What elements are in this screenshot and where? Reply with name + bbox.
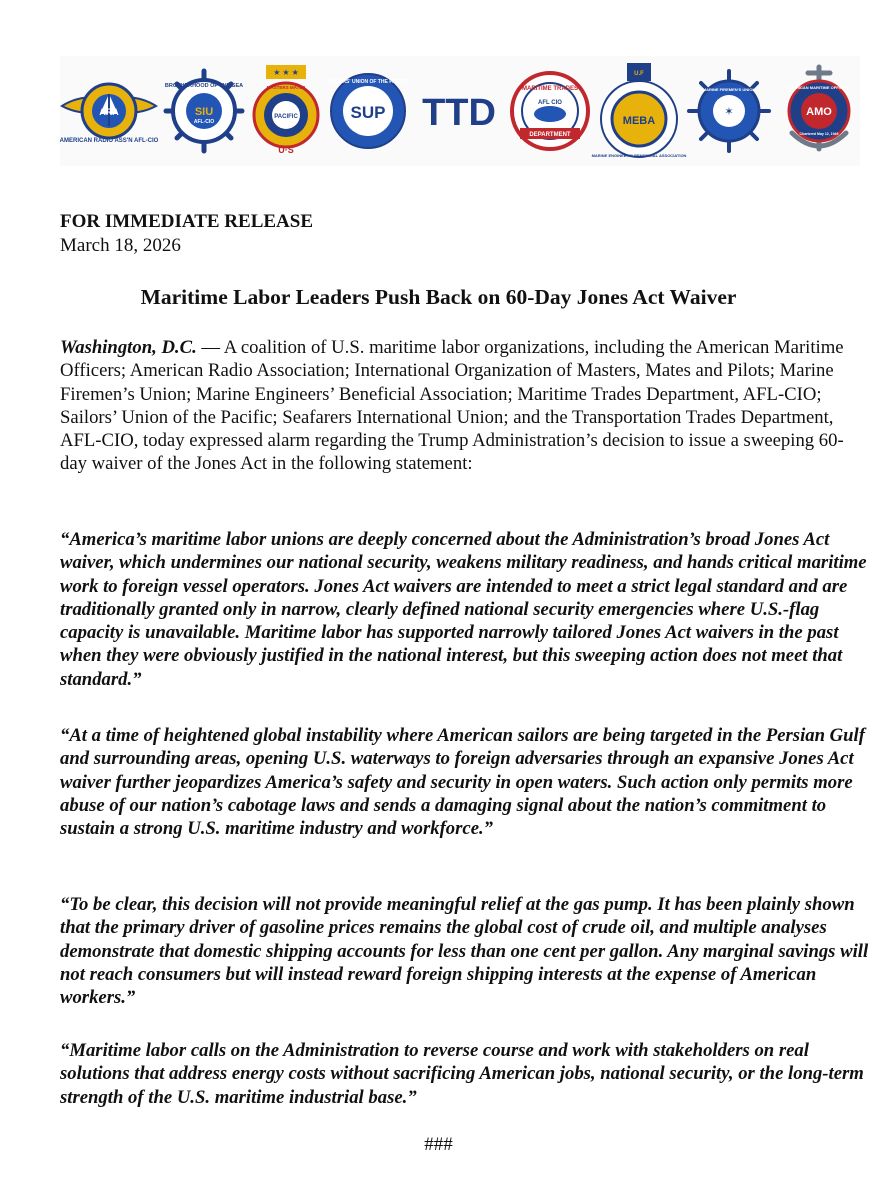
compass-icon: ✶ bbox=[724, 106, 734, 118]
intro-text: — A coalition of U.S. maritime labor organizations, including the American Maritime Officers; American Radio Association; International Organization of Masters, Mates and Pilots; Marine Firemen’s Union; Marine Engineers’ Beneficial Association; Maritime Trades Department, AFL-CIO; Sailors’ Union of the Pacific; Seafarers International Union; and the Transportation Trades Department, AFL-CIO, today expressed alarm regarding the Trump Administration’s decision to issue a sweeping 60-day waiver of the Jones Act in the following statement: bbox=[60, 337, 844, 475]
ara-monogram: ARA bbox=[99, 107, 119, 117]
amo-monogram: AMO bbox=[806, 106, 832, 118]
sailors-union-pacific-logo bbox=[328, 71, 408, 151]
meba-ring-text: MARINE ENGINEERS' BENEFICIAL ASSOCIATION bbox=[591, 153, 686, 158]
marine-firemens-union-logo bbox=[687, 69, 771, 153]
transportation-trades-department-logo bbox=[415, 87, 503, 135]
maritime-trades-department-logo bbox=[510, 70, 590, 152]
sup-ring-text: SAILORS' UNION OF THE PACIFIC bbox=[327, 79, 410, 85]
quote-paragraph-3: “To be clear, this decision will not provide meaningful relief at the gas pump. It has been plainly shown that the primary driver of gasoline prices remains the global cost of crude oil, and multiple analyses demonstrate that domestic shipping accounts for less than one cent per gallon. Any marginal savings will not reach consumers but will instead reward foreign shipping interests at the expense of American workers.” bbox=[60, 894, 869, 1009]
sup-monogram: SUP bbox=[350, 103, 386, 122]
seafarers-international-union-logo bbox=[165, 67, 243, 155]
release-header bbox=[60, 210, 313, 258]
ara-logo-text: AMERICAN RADIO ASS'N AFL-CIO bbox=[59, 138, 159, 144]
intro-paragraph bbox=[60, 336, 870, 476]
amo-date-text: Chartered May 12, 1949 bbox=[799, 132, 839, 136]
siu-ring-text: BROTHERHOOD OF THE SEA bbox=[164, 83, 243, 89]
mtd-top-text: MARITIME TRADES bbox=[521, 86, 578, 92]
meba-letters: MEBA bbox=[622, 115, 655, 127]
masters-mates-pilots-logo bbox=[250, 63, 322, 159]
ttd-wordmark: TTD bbox=[422, 92, 496, 134]
amo-ring-text: AMERICAN MARITIME OFFICERS bbox=[787, 85, 851, 90]
union-logo-strip bbox=[60, 56, 860, 166]
mmp-top-text: MASTERS MATES bbox=[266, 85, 305, 90]
mmp-center-text: PACIFIC bbox=[273, 114, 298, 120]
dateline: Washington, D.C. bbox=[60, 337, 197, 358]
release-date: March 18, 2026 bbox=[60, 235, 181, 256]
quote-paragraph-2: “At a time of heightened global instability where American sailors are being targeted in the Persian Gulf and surrounding areas, opening U.S. waterways to foreign adversaries through an expansive Jones Act waiver further jeopardizes America’s safety and security in open waters. Such action only permits more abuse of our nation’s cabotage laws and sends a damaging signal about the nation’s commitment to sustain a strong U.S. maritime industry and workforce.” bbox=[60, 725, 865, 840]
end-mark: ### bbox=[424, 1134, 453, 1155]
star-icon: ★ ★ ★ bbox=[272, 68, 299, 77]
siu-sub-text: AFL-CIO bbox=[193, 119, 214, 125]
quote-paragraph-1: “America’s maritime labor unions are deeply concerned about the Administration’s broad Jones Act waiver, which undermines our national security, weakens military readiness, and hands critical maritime work to foreign vessel operators. Jones Act waivers are intended to meet a strict legal standard and are traditionally granted only in narrow, clearly defined national security emergencies where U.S.-flag capacity is unavailable. Maritime labor has supported narrowly tailored Jones Act waivers in the past when they were obviously justified in the national interest, but this sweeping action does not meet that standard.” bbox=[60, 529, 867, 690]
mtd-mid-text: AFL CIO bbox=[537, 100, 562, 106]
mtd-bottom-text: DEPARTMENT bbox=[529, 132, 571, 138]
meba-top-text: U.F bbox=[633, 71, 644, 77]
mmp-bottom-text: U·S bbox=[277, 145, 294, 155]
headline: Maritime Labor Leaders Push Back on 60-Day Jones Act Waiver bbox=[140, 285, 737, 309]
mfu-ring-text: MARINE FIREMEN'S UNION bbox=[702, 87, 756, 92]
american-maritime-officers-logo bbox=[778, 63, 860, 159]
american-radio-association-logo bbox=[60, 76, 158, 146]
siu-monogram: SIU bbox=[194, 106, 213, 118]
quote-paragraph-4: “Maritime labor calls on the Administration to reverse course and work with stakeholders on real solutions that address energy costs without sacrificing American jobs, national security, or the long-term strength of the U.S. maritime industrial base.” bbox=[60, 1040, 864, 1108]
release-label: FOR IMMEDIATE RELEASE bbox=[60, 211, 314, 232]
meba-logo bbox=[591, 61, 686, 161]
